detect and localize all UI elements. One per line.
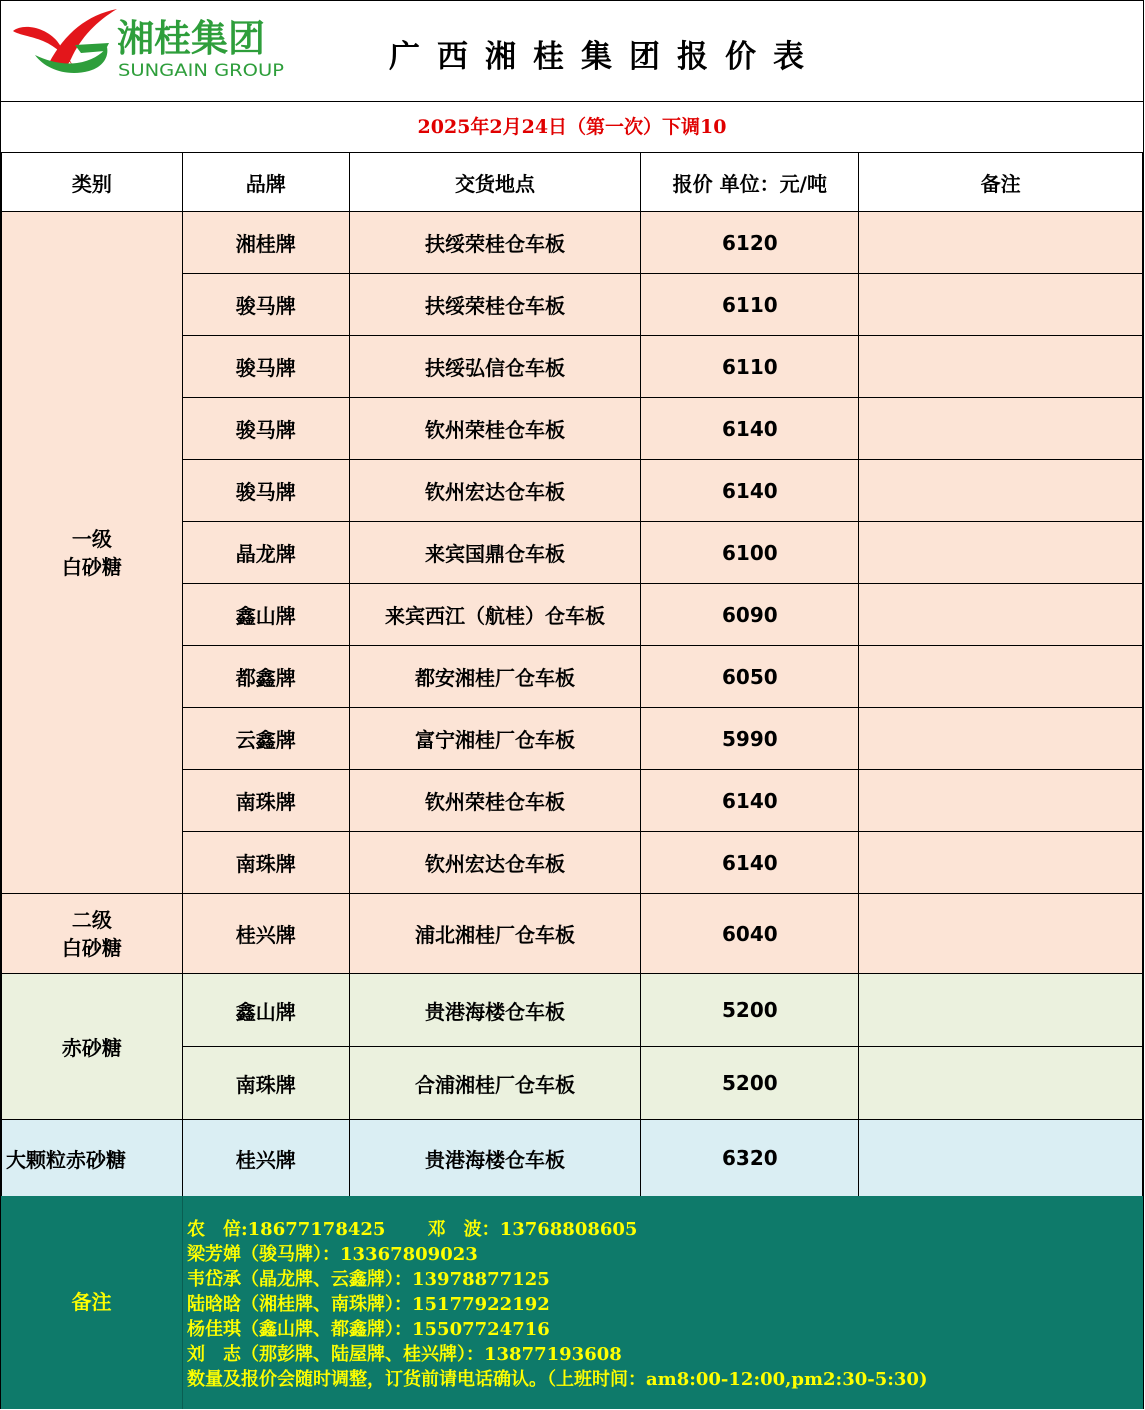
price-cell: 6140: [641, 832, 859, 894]
brand-cell: 湘桂牌: [182, 212, 349, 274]
location-cell: 钦州荣桂仓车板: [349, 398, 641, 460]
note-cell: [859, 1120, 1143, 1197]
table-header-row: [2, 153, 1143, 212]
price-cell: 6040: [641, 894, 859, 974]
logo-english-text: SUNGAIN GROUP: [118, 61, 284, 81]
price-cell: 6120: [641, 212, 859, 274]
column-header-brand: 品牌: [182, 153, 349, 212]
price-cell: 6110: [641, 274, 859, 336]
brand-cell: 都鑫牌: [182, 646, 349, 708]
company-logo: [5, 3, 295, 83]
brand-cell: 鑫山牌: [182, 584, 349, 646]
contact-line: 梁芳婵（骏马牌）：13367809023: [187, 1244, 478, 1265]
location-cell: 都安湘桂厂仓车板: [349, 646, 641, 708]
notice-line: 数量及报价会随时调整，订货前请电话确认。（上班时间：am8:00-12:00,pm2:30-5:30): [187, 1369, 928, 1390]
note-cell: [859, 894, 1143, 974]
brand-cell: 南珠牌: [182, 1047, 349, 1120]
location-cell: 扶绥荣桂仓车板: [349, 212, 641, 274]
brand-cell: 晶龙牌: [182, 522, 349, 584]
contact-line: 陆晗晗（湘桂牌、南珠牌）：15177922192: [187, 1294, 550, 1315]
note-cell: [859, 832, 1143, 894]
sheet-header: [1, 1, 1143, 102]
brand-cell: 鑫山牌: [182, 974, 349, 1047]
note-cell: [859, 398, 1143, 460]
contact-list: [187, 1217, 927, 1392]
location-cell: 贵港海楼仓车板: [349, 1120, 641, 1197]
date-adjustment-line: 2025年2月24日（第一次）下调10: [1, 102, 1143, 153]
location-cell: 钦州宏达仓车板: [349, 832, 641, 894]
column-header-note: 备注: [859, 153, 1143, 212]
logo-chinese-text: 湘桂集团: [117, 17, 265, 60]
category-label-line: 一级: [71, 526, 112, 551]
note-cell: [859, 584, 1143, 646]
note-cell: [859, 770, 1143, 832]
category-cell-grade1: [2, 212, 183, 894]
category-label-line: 白砂糖: [61, 935, 122, 960]
brand-cell: 桂兴牌: [182, 1120, 349, 1197]
location-cell: 来宾国鼎仓车板: [349, 522, 641, 584]
brand-cell: 骏马牌: [182, 398, 349, 460]
contact-line: 杨佳琪（鑫山牌、都鑫牌）：15507724716: [187, 1319, 550, 1340]
brand-cell: 骏马牌: [182, 274, 349, 336]
price-cell: 5200: [641, 974, 859, 1047]
contact-line: 韦岱承（晶龙牌、云鑫牌）：13978877125: [187, 1269, 550, 1290]
note-cell: [859, 522, 1143, 584]
price-cell: 6140: [641, 460, 859, 522]
location-cell: 富宁湘桂厂仓车板: [349, 708, 641, 770]
price-cell: 6110: [641, 336, 859, 398]
location-cell: 贵港海楼仓车板: [349, 974, 641, 1047]
brand-cell: 南珠牌: [182, 770, 349, 832]
category-label-line: 白砂糖: [61, 554, 122, 579]
remarks-label: 备注: [1, 1196, 183, 1409]
price-cell: 6140: [641, 770, 859, 832]
note-cell: [859, 1047, 1143, 1120]
note-cell: [859, 646, 1143, 708]
note-cell: [859, 974, 1143, 1047]
column-header-location: 交货地点: [349, 153, 641, 212]
remarks-section: [1, 1196, 1143, 1409]
note-cell: [859, 212, 1143, 274]
column-header-price: 报价 单位：元/吨: [641, 153, 859, 212]
price-table: [1, 152, 1143, 1197]
note-cell: [859, 708, 1143, 770]
brand-cell: 骏马牌: [182, 460, 349, 522]
page-title: 广西湘桂集团报价表: [389, 39, 821, 75]
category-label-line: 二级: [71, 907, 112, 932]
table-row: [2, 1120, 1143, 1197]
price-cell: 6140: [641, 398, 859, 460]
location-cell: 浦北湘桂厂仓车板: [349, 894, 641, 974]
price-cell: 6050: [641, 646, 859, 708]
note-cell: [859, 460, 1143, 522]
location-cell: 合浦湘桂厂仓车板: [349, 1047, 641, 1120]
category-cell-grade2: [2, 894, 183, 974]
brand-cell: 骏马牌: [182, 336, 349, 398]
price-cell: 5200: [641, 1047, 859, 1120]
category-cell-large-brown: 大颗粒赤砂糖: [2, 1120, 183, 1197]
location-cell: 钦州宏达仓车板: [349, 460, 641, 522]
brand-cell: 云鑫牌: [182, 708, 349, 770]
brand-cell: 南珠牌: [182, 832, 349, 894]
table-row: [2, 894, 1143, 974]
brand-cell: 桂兴牌: [182, 894, 349, 974]
price-cell: 6100: [641, 522, 859, 584]
category-cell-brown: 赤砂糖: [2, 974, 183, 1120]
location-cell: 钦州荣桂仓车板: [349, 770, 641, 832]
contact-line: 刘 志（那彭牌、陆屋牌、桂兴牌）：13877193608: [187, 1344, 622, 1365]
location-cell: 扶绥荣桂仓车板: [349, 274, 641, 336]
price-cell: 5990: [641, 708, 859, 770]
table-row: [2, 974, 1143, 1047]
location-cell: 来宾西江（航桂）仓车板: [349, 584, 641, 646]
table-row: [2, 212, 1143, 274]
price-cell: 6320: [641, 1120, 859, 1197]
contact-line: 农 倍:18677178425 邓 波：13768808605: [187, 1219, 638, 1240]
location-cell: 扶绥弘信仓车板: [349, 336, 641, 398]
note-cell: [859, 336, 1143, 398]
note-cell: [859, 274, 1143, 336]
price-cell: 6090: [641, 584, 859, 646]
column-header-category: 类别: [2, 153, 183, 212]
